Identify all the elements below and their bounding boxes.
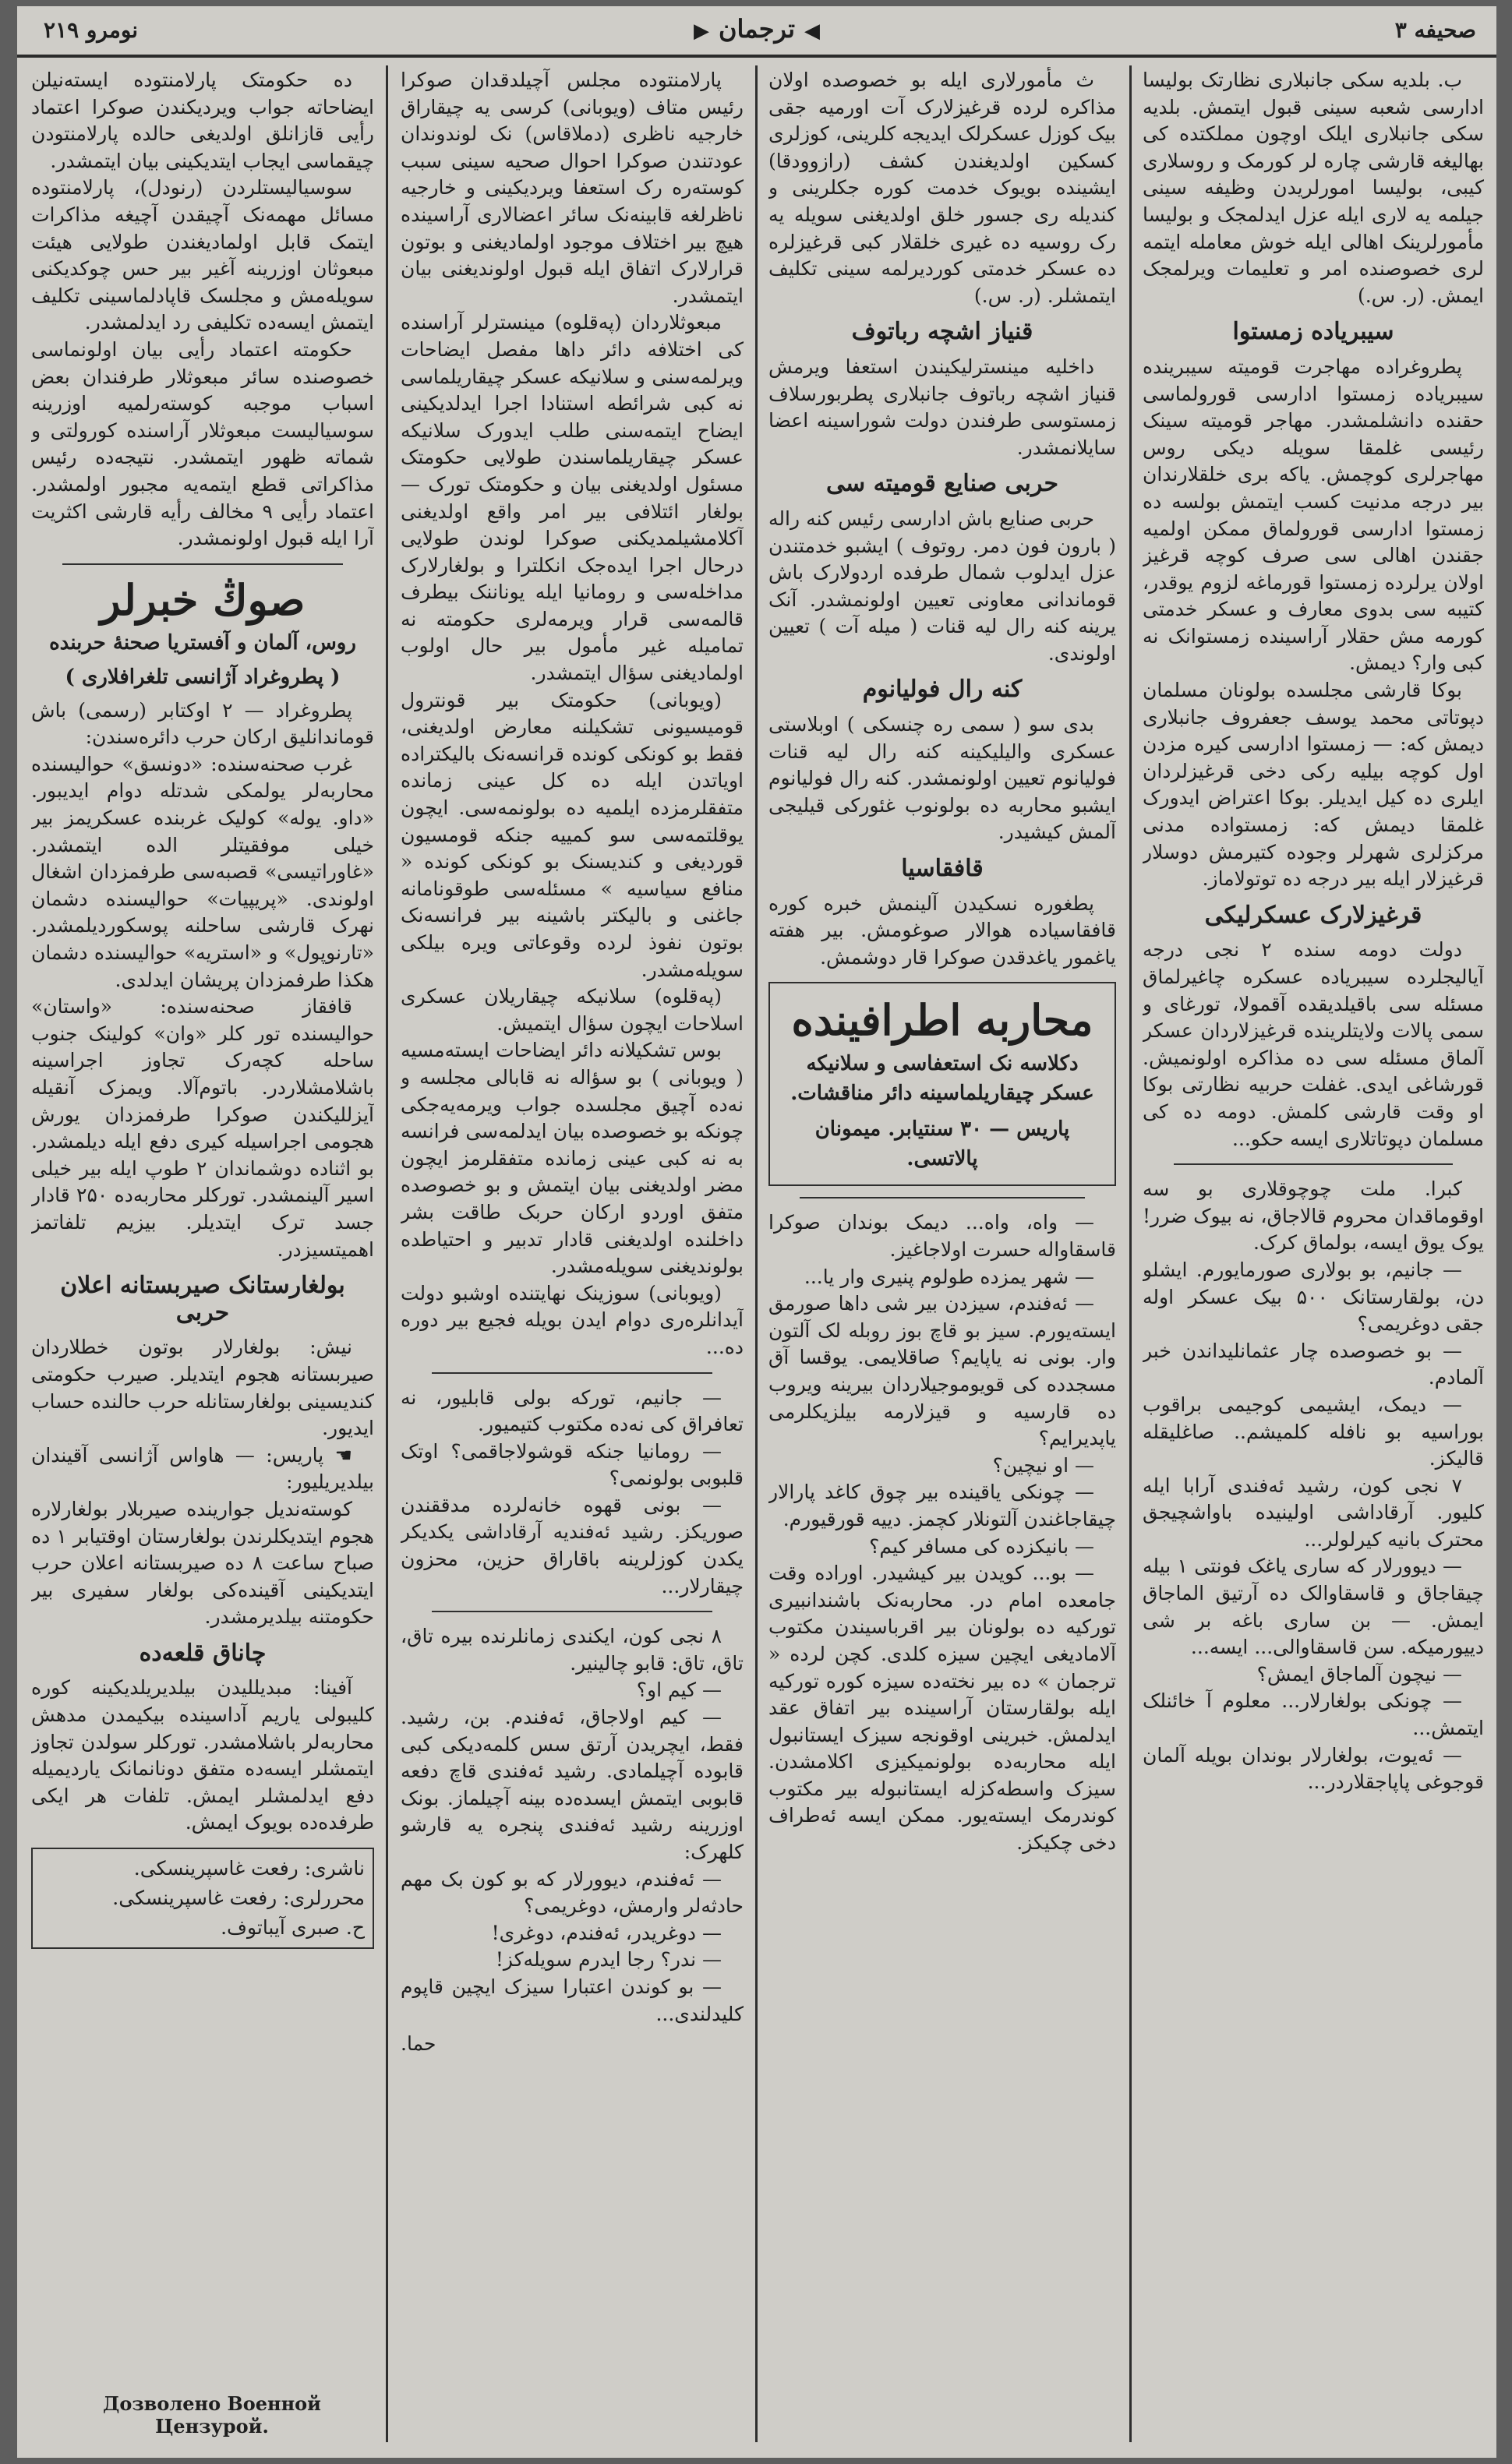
subheadline: دکلاسه نک استعفاسی و سلانیکه عسکر چیقاریلماسینه دائر مناقشات. (790, 1052, 1094, 1106)
paragraph: پطروغراده مهاجرت قومیته سیبرینده سیبریاده زمستوا ادارسی قورولماسی حقنده دانشلمشدر. مهاجر قومیته سینک رئیسی غلمقا سویله دیکی روس مهاجرلری کوچمش. یاکه بری خلقلارندان بیر درجه مدنیت کسب ایتمش بولسه ده زمستوا ادارسی قورولماق ممکن اولمیه جقندن اهالی سی صرف کوچه قرغیز اولان یرلرده زمستوا قورماغه لزوم یوقدر، کتیبه سی بدوی معارف و عسکر خدمتی کورمه مش حقلار آراسینده زمستوانک نه کبی وار؟ دیمش. (1143, 355, 1484, 675)
paragraph: — ندر؟ رجا ایدرم سویله‌کز! (495, 1948, 722, 1972)
publisher-label: ناشری: (304, 1857, 365, 1880)
paragraph: — دوغریدر، ئه‌فندم، دوغری! (491, 1921, 722, 1944)
paragraph: — او نیچین؟ (992, 1453, 1094, 1477)
paragraph: — بو خصوصده چار عثمانلیداندن خبر آلمادم. (1143, 1339, 1484, 1389)
divider (800, 1197, 1085, 1198)
newspaper-title-text: ترجمان (718, 14, 796, 44)
paragraph: — ئه‌فندم، سیزدن بیر شی داها صورمق ایسته‌یورم. سیز بو قاچ بوز روبله لک آلتون وار. بونی نه یاپایم؟ صاقلایمی. یوقسا آق مسجدده کی قویوموجیلاردان بیرینه ویروب ده قارسیه و قیزلارمه بیلزیکلرمی یاپدیرایم؟ (768, 1292, 1116, 1450)
issue-number: نومرو ۲۱۹ (44, 17, 139, 43)
column-3 (401, 67, 744, 2403)
column-4 (31, 67, 374, 2403)
paragraph: — جانیم، بو بولاری صورمایورم. ایشلو دن، بولقارستانک ۵۰۰ بیک عسکر اوله جقی دوغریمی؟ (1143, 1258, 1484, 1336)
editor-name: رفعت غاسپرینسکی. (112, 1887, 277, 1910)
headline: محاربه اطرافینده (791, 995, 1093, 1046)
paragraph: غرب صحنه‌سنده: «دونسق» حوالیسنده محاربه‌لر یولمکی شدتله دوام ایدیبور. «داو. یوله» کولیک غربنده عسکریمز بیر خیلی موفقیتلر الده ایتمشدر. «غاوراتیسی» قصبه‌سی طرفمزدان اشغال اولوندی. «پریپیات» حوالیسنده دشمان نهرک قارشی ساحلنه پوسکوردیلمشدر. «تارنوپول» و «استریه» حوالیسنده دشمان هکذا طرفمزدان پریشان ایدلدی. (31, 752, 374, 991)
editors-line-2 (41, 1913, 365, 1943)
ornament-left-icon: ▶ (693, 19, 709, 43)
section-heading: قافقاسیا (901, 855, 984, 883)
section-heading: قنیاز اشچه رباتوف (851, 318, 1033, 346)
paragraph: ب. بلدیه سکی جانبلاری نظارتک بولیسا ادارسی شعبه سینی قبول ایتمش. بلدیه سکی جانبلاری ایلک اوچون مملکتده کی بهالیغه قارشی چاره لر کورمک و روسلاری کیبی، بولیسا امورلریدن وظیفه سینی جیلمه یه لاری ایله عزل ایدلمجک و بولیسا مأمورلرینک اهالی ایله خوش معامله ایتمه لری خصوصنده امر و تعلیمات ویرلمجک ایمش. (ر. س.) (1143, 69, 1484, 307)
paragraph: — بانیکزده کی مسافر کیم؟ (869, 1534, 1094, 1558)
ornament-right-icon: ◀ (804, 19, 821, 43)
paragraph: حکومته اعتماد رأیی بیان اولونماسی خصوصنده سائر مبعوثلار طرفندان بعض اسباب موجبه کوسته‌رلمیه اوزرینه سوسیالیست مبعوثلار آراسنده کورولتی و شماته ظهور ایتمشدر. نتیجه‌ده رئیس مذاکراتی قطع ایتمه‌یه مجبور اولمشدر. اعتماد رأیی ۹ مخالف رأیه قارشی اکثریت آرا ایله قبول اولونمشدر. (31, 337, 374, 550)
paragraph: مبعوثلاردان (په‌قلوه) مینسترلر آراسنده کی اختلافه دائر داها مفصل ایضاحات ویرلمه‌سنی و سلانیکه عسکر چیقاریلماسی نه کبی شرائطه استنادا اجرا ایدلدیکینی ایضاح ایتمه‌سنی طلب ایدورک سلانیکه عسکر چیقاریلماسندن طولایی حکومتک مسئول اولدیغنی بیان و حکومتک تورک — بولغار ائتلافی بیر امر واقع اولدیغنی آکلامشیلمدیکنی صوکرا لوندن طولایی درحال اجرا ایده‌جک انکلترا و بولغارلارک مداخله‌سی و رومانیا ایله یوناننک بیطرف قالمه‌سی قرار ویرمه‌لری حکومته نه تمامیله غیر مأمول بیر حال اولوب اولمادیغنی سؤال ایتمشدر. (401, 311, 744, 685)
paragraph: کبرا. ملت چوچوقلاری بو سه اوقوماقدان محروم قالاجاق، نه بیوک ضرر! یوک یوق ایسه، بولماق کرک. (1143, 1177, 1484, 1255)
imprint-box (31, 1848, 374, 1949)
paragraph: — چونکی بولغارلار... معلوم آ خائنلک ایتمش... (1143, 1689, 1484, 1740)
publisher-line (41, 1854, 365, 1883)
publisher-name: رفعت غاسپرینسکی. (133, 1857, 299, 1880)
section-heading: حربی صنایع قومیته سی (825, 470, 1058, 498)
editors-label: محررلری: (283, 1887, 365, 1910)
paragraph: ۸ نجی کون، ایکندی زمانلرنده بیره تاق، تاق، تاق: قابو چالینیر. (401, 1625, 744, 1675)
paragraph: — واه، واه... دیمک بوندان صوکرا قاسقاواله حسرت اولاجاغیز. (768, 1211, 1116, 1261)
section-heading: کنه رال فولیانوم (862, 676, 1023, 704)
paragraph: — دیمک، ایشیمی کوجیمی براقوب بوراسیه بو نافله کلمیشم.. صاغلیقله قالیکز. (1143, 1393, 1484, 1470)
subheadline: روس، آلمان و آفستریا صحنهٔ حربنده (49, 630, 356, 655)
paragraph: — بونی قهوه خانه‌لرده مدققندن صوریکز. رشید ئه‌فندیه آرقاداشی یکدیکر یکدن کوزلرینه باقاراق حزین، محزون چیقارلار... (401, 1493, 744, 1597)
paragraph: دولت دومه سنده ۲ نجی درجه آیالیجلرده سیبریاده عسکره چاغیرلماق مسئله سی باقیلدیقده آقمولا، تورغای و سمی پالات ولایتلرینده قرغیزلاردان عسکر آلماق مسئله سی ده مذاکره اولونمیش. قورشاغی ایدی. غفلت حربیه نظارتی بوکا او وقت قارشی کلمش. دومه ده کی مسلمان دپوتاتلاری ایسه حکو... (1143, 938, 1484, 1150)
paragraph: پارلامنتوده مجلس آچیلدقدان صوکرا رئیس متاف (ویوبانی) کرسی یه چیقاراق خارجیه ناظری (دملاقاس) نک لوندوندان عودتندن صوکرا احوال صحیه سینی سبب کوسته‌ره رک استعفا ویردیکینی و خارجیه ناظرلغه قابینه‌نک سائر اعضالاری آراسینده هیچ بیر اختلاف موجود اولمادیغنی و بوتون قرارلارک اتفاق ایله قبول اولوندیغنی بیان ایتمشدر. (401, 69, 744, 307)
paragraph: — نیچون آلماجاق ایمش؟ (1256, 1662, 1462, 1686)
paragraph: ۷ نجی کون، رشید ئه‌فندی آرابا ایله کلیور. آرقاداشی اولینیده باواشچیجق محترک بانیه کیرلولر... (1143, 1474, 1484, 1551)
paragraph: پطروغراد — ۲ اوکتابر (رسمی) باش قوماندانلیق ارکان حرب دائره‌سندن: (31, 698, 374, 749)
newspaper-title (17, 14, 1496, 44)
paragraph: حربی صنایع باش ادارسی رئیس کنه راله ( بارون فون دمر. روتوف ) ایشبو خدمتندن عزل ایدلوب شمال طرفده اردولارک باش قوماندانی معاونی تعیین اولونمشدر. آنک یرینه کنه رال لیه قنات ( میله آت ) تعیین اولوندی. (768, 507, 1116, 665)
section-heading: بولغارستانک صیربستانه اعلان حربی (60, 1272, 345, 1326)
section-heading: قرغیزلارک عسکرلیکی (1204, 901, 1422, 929)
paragraph: آفینا: مبدیللیدن بیلدیریلدیکینه کوره کلیبولی یاریم آداسینده بیکیمدن مدهش محاربه‌لر باشلامشدر. تورکلر سولدن تجاوز ایتمشلر ایسه‌ده متفق دونانمانک یاردیمیله دفع ایدلمشلر ایمش. تلفات هر ایکی طرفده‌ده بویوک ایمش. (31, 1676, 374, 1834)
paragraph: داخلیه مینسترلیکیندن استعفا ویرمش قنیاز اشچه رباتوف جانبلاری پطربورسلاف زمستوسی طرفندن دولت شوراسینه اعضا سایلانمشدر. (768, 355, 1116, 459)
newspaper-page (17, 6, 1496, 2458)
headline-box (768, 982, 1116, 1186)
editors-line (41, 1883, 365, 1913)
paragraph: — بو کوندن اعتبارا سیزک ایچین قاپوم کلیدلندی... (401, 1975, 744, 2025)
section-heading: چاناق قلعه‌ده (139, 1639, 267, 1667)
paragraph: (ویوبانی) حکومتک بیر قونترول قومیسیونی تشکیلنه معارض اولدیغنی، فقط بو کونکی کونده قرانسه‌نک بالیکتراده اویاتدن ایله ده کل عینی زمانده متفقلرمزده ایلمیه ده بولونمه‌سی. ایچون یوقلتمه‌سی سو کمییه جنکه قومسیون قوردیغی و کندیسنک بو کونکی کونده « منافع سیاسیه » مسئله‌سی طوقونامانه جاغنی و بالیکتر باشینه بیر فرانسه‌نک بوتون نفوذ لرده وقوعاتی ویره بیلکی سویله‌مشدر. (401, 688, 744, 981)
column-rule (755, 65, 758, 2442)
paragraph: (په‌قلوه) سلانیکه چیقاریلان عسکری اسلاحات ایچون سؤال ایتمیش. (401, 985, 744, 1035)
masthead (17, 6, 1496, 58)
paragraph: کوسته‌ندیل جوارینده صیربلار بولغارلاره هجوم ایتدیکلرندن بولغارستان اوقتیابر ۱ ده صباح ساعت ۸ ده صیربستانه اعلان حرب ایتدیکینی آقینده‌کی بولغار سفیری بیر حکومتنه بیلدیرمشدر. (31, 1497, 374, 1629)
paragraph: — شهر یمزده طولوم پنیری وار یا... (804, 1265, 1094, 1288)
paragraph: — کیم اولاجاق، ئه‌فندم. بن، رشید. فقط، ایچریدن آرتق سس کلمه‌دیکی کبی قابوده آچیلمادی. رشید ئه‌فندی قاچ دفعه قابوبی ایتمش ایسده‌ده بینه آچیلماز. بونک اوزرینه رشید ئه‌فندی پنجره یه قارشو کلهرک: (401, 1706, 744, 1863)
paragraph: ☚ پاریس: — هاواس آژانسی آقیندان بیلدیریلیور: (31, 1443, 374, 1494)
column-rule (1129, 65, 1132, 2442)
dateline: پاریس — ۳۰ سنتیابر. میمونان پالاتسی. (814, 1117, 1070, 1171)
paragraph: ده حکومتک پارلامنتوده ایسته‌نیلن ایضاحاته جواب ویردیکندن صوکرا اعتماد رأیی قازانلق اولدیغی حالده پارلامنتودن چیقماسی ایجاب ایتدیکینی بیان ایتمشدر. (31, 69, 374, 172)
censorship-stamp: Дозволено Военной Цензурой. (103, 2392, 321, 2438)
headline: صوڭ خبرلر (100, 574, 306, 625)
column-2 (768, 67, 1116, 2403)
section-heading: سیبریاده زمستوا (1232, 318, 1394, 346)
paragraph: — ئه‌یوت، بولغارلار بوندان بویله آلمان قوجوغی پاپاجقلاردر... (1143, 1743, 1484, 1794)
divider (62, 563, 343, 565)
paragraph: (ویوبانی) سوزینک نهایتنده اوشبو دولت آیدانلره‌ری دوام ایدن بویله فجیع بیر دوره ده... (401, 1281, 744, 1358)
paragraph: بدی سو ( سمی ره چنسکی ) اوبلاستی عسکری والیلیکینه کنه رال لیه قنات فولیانوم تعیین اولونمشدر. کنه رال فولیانوم ایشبو محاربه ده بولونوب غئورکی قیلیجی آلمش کیشیدر. (768, 713, 1116, 844)
paragraph: نیش: بولغارلار بوتون خطلاردان صیربستانه هجوم ایتدیلر. صیرب حکومتی کندیسینی بولغارستانله حرب حالنده حساب ایدیور. (31, 1336, 374, 1440)
page-number: صحیفه ۳ (1394, 17, 1476, 43)
divider (432, 1611, 712, 1612)
paragraph: پطغوره نسکیدن آلینمش خبره کوره قافقاسیاده هوالار صوغومش. بیر هفته یاغمور یاغدقدن صوکرا قار دوشمش. (768, 891, 1116, 969)
author-signature: حما. (401, 2032, 436, 2056)
editor-name: ح. صبری آیباتوف. (221, 1916, 365, 1940)
divider (432, 1372, 712, 1374)
paragraph: — بو... کویدن بیر کیشیدر. اوراده وقت جامعده امام در. محاربه‌نک باشندانبیری تورکیه ده بولونان بیر اقرباسیندن مکتوب آلامادیغی ایچین سیزه کلدی. کچن لرده « ترجمان » ده بیر نخته‌ده سیزه کوره تورکیه ایله بولقارستان آراسینده بیر اتفاق عقد ایدلمش. خبرینی اوقونجه سیزک ایستانبول ایله محاربه‌ده بولونمیکیزی اکلامشدن. سیزک واسطه‌کزله ایستانبوله بیر مکتوب کوندرمک ایسته‌یور. ممکن ایسه ئه‌طراف دخی چکیکز. (768, 1562, 1116, 1855)
paragraph: — رومانیا جنکه قوشولاجاقمی؟ اوتک قلبوبی بولونمی؟ (401, 1439, 744, 1490)
paragraph: — دیوورلار که ساری یاغک فونتی ۱ بیله چیقاجاق و قاسقاوالک ده آرتیق الماجاق ایمش. — بن ساری باغه بر شی دییورمیکه. سن قاسقاوالی... ایسه... (1143, 1555, 1484, 1659)
paragraph: — چونکی یاقینده بیر چوق کاغد پارالار چیقاجاغندن آلتونلار کچمز. دییه قورقیورم. (768, 1481, 1116, 1530)
paragraph: — جانیم، تورکه بولی قابلیور، نه تعافراق کی نه‌ده مکتوب کتیمیور. (401, 1386, 744, 1436)
column-1 (1143, 67, 1484, 2403)
paragraph: — کیم او؟ (636, 1679, 722, 1702)
news-agency-line: ( پطروغراد آژانسی تلغرافلاری ) (65, 665, 341, 689)
paragraph: بوس تشکیلانه دائر ایضاحات ایسته‌مسیه ( ویوبانی ) بو سؤاله نه قابالی مجلسه و نه‌ده آچیق مجلسده جواب ویرمه‌یه‌جکی چونکه بو خصوصده بیان ایدلمه‌سی فرانسه به نه کبی عینی زمانده متفقلرمز ایچون مضر اولدیغنی بیان ایتمش و بو خصوصده متفق اوردو ارکان حربک طاقت بشر داخلنده اولدیغنی قادار تدبیر و احتیاطده بولوندیغنی سویله‌مشدر. (401, 1039, 744, 1278)
divider (1174, 1163, 1453, 1165)
paragraph: قافقاز صحنه‌سنده: «واستان» حوالیسنده تور کلر «وان» کولینک جنوب ساحله کچه‌رک تجاوز اجراسینه باشلامشلاردر. باتوم‌آلا. ویمزک آنقیله آیزللیکندن صوکرا طرفمزدان یورش هجومی اجراسیله کیری دفع ایله دیلمشدر. بو اثناده دوشماندان ۲ طوپ ایله بیر خیلی اسیر آلینمشدر. تورکلر محاربه‌ده ۲۵۰ قادار جسد ترک ایتدیلر. بیزیم تلفاتمز اهمیتسیزدر. (31, 995, 374, 1261)
paragraph: بوکا قارشی مجلسده بولونان مسلمان دپوتاتی محمد یوسف جعفروف جانبلاری دیمش که: — زمستوا ادارسی کیره مزدن اول کوچه بیلیه رکی دخی قرغیزلردان ایلری ده کیل ایدیلر. بوکا اعتراض ایدورک غلمقا دیمش که: زمستواده مدنی مرکزلری شهرلر وجوده کتیرمش دوسلار قرغیزلار ایله بیر درجه ده توتولاماز. (1143, 679, 1484, 891)
paragraph: ث مأمورلاری ایله بو خصوصده اولان مذاکره لرده قرغیزلارک آت اورمیه جقی بیک کوزل عسکرلک ایدیجه کلرینی، کوزلری کسکین اولدیغندن کشف (رازوودقا) ایشینده بویوک خدمت کوره جکلرینی و کندیله ری جسور خلق اولدیغنی سویله یه رک روسیه ده غیری خلقلار کبی قرغیزلره ده عسکر خدمتی کوردیرلمه سینی تکلیف ایتمشلر. (ر. س.) (768, 69, 1116, 307)
column-rule (386, 65, 388, 2442)
paragraph: سوسیالیستلردن (رنودل)، پارلامنتوده مسائل مهمه‌نک آچیقدن آچیغه مذاکرات ایتمک قابل اولمادیغندن طولایی هیئت مبعوثان اوزرینه آغیر بیر حس چوکدیکنی سویله‌مش و مجلسک قاپادلماسینی تکلیف ایتمش ایسه‌ده تکلیفی رد ایدلمشدر. (31, 176, 374, 334)
paragraph: — ئه‌فندم، دیوورلار که بو کون بک مهم حادثه‌لر وارمش، دوغریمی؟ (401, 1867, 744, 1918)
